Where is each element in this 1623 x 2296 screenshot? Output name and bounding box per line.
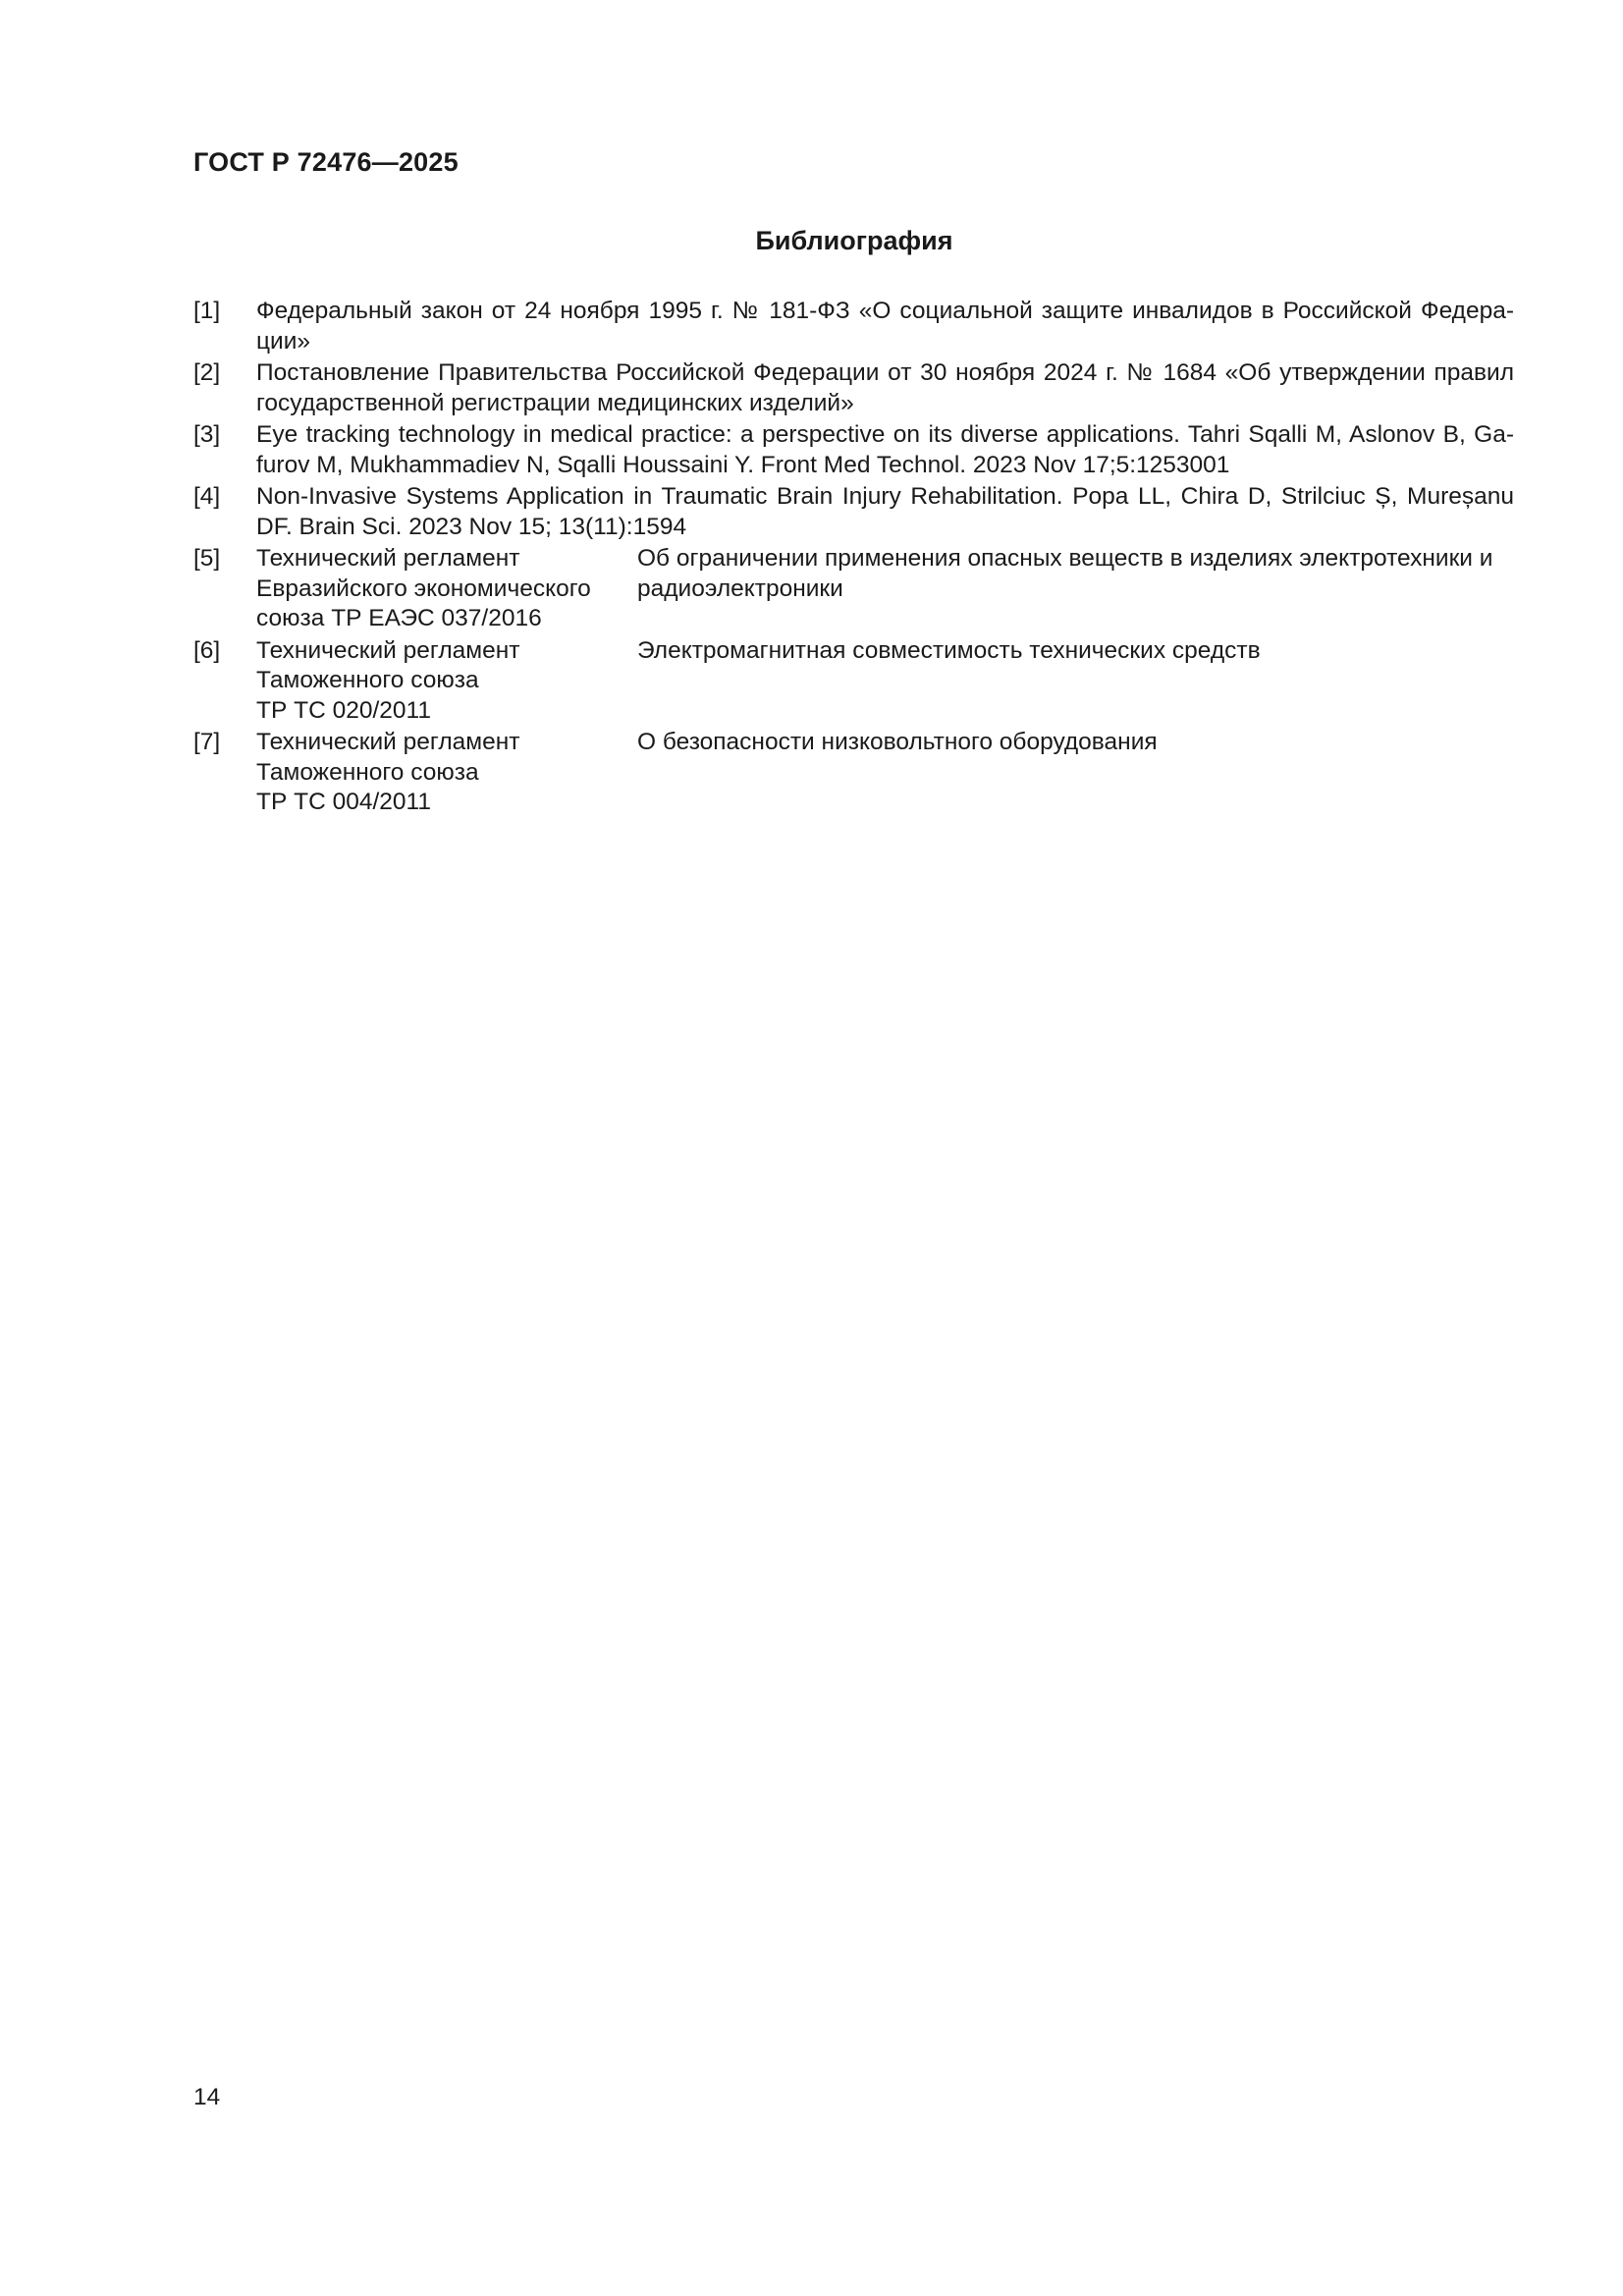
entry-line: ции»	[256, 327, 311, 355]
entry-line: furov M, Mukhammadiev N, Sqalli Houssaini Y. Front Med Technol. 2023 Nov 17;5:1253001	[256, 451, 1230, 478]
regulation-entry	[193, 636, 1514, 727]
entry-text	[256, 297, 1514, 356]
regulation-entry	[193, 728, 1514, 818]
regulation-title-line: Об ограничении применения опасных веществ в изделиях электротехники и	[637, 545, 1493, 572]
entry-line: Постановление Правительства Российской Федерации от 30 ноября 2024 г. № 1684 «Об утверждении правил	[256, 359, 1514, 386]
entry-number: [7]	[193, 729, 221, 755]
entry-number: [6]	[193, 636, 221, 664]
regulation-designation	[256, 544, 637, 634]
bibliography-list	[193, 297, 1514, 820]
regulation-title-line: радиоэлектроники	[637, 574, 843, 602]
regulation-designation	[256, 728, 637, 818]
regulation-designation-line: Технический регламент	[256, 545, 520, 572]
entry-number: [5]	[193, 545, 221, 572]
regulation-designation	[256, 636, 637, 727]
entry-number: [3]	[193, 421, 221, 448]
entry-text	[256, 482, 1514, 542]
regulation-title	[637, 728, 1514, 818]
entry-number: [2]	[193, 359, 221, 386]
regulation-designation-line: Евразийского экономического	[256, 574, 591, 602]
regulation-designation-line: Технический регламент	[256, 636, 520, 664]
entry-text	[256, 358, 1514, 418]
regulation-title	[637, 544, 1514, 634]
bibliography-entry	[193, 297, 1514, 356]
section-title: Библиография	[755, 226, 953, 255]
regulation-designation-line: Таможенного союза	[256, 758, 479, 786]
entry-line: государственной регистрации медицинских изделий»	[256, 389, 854, 416]
regulation-designation-line: ТР ТС 020/2011	[256, 696, 431, 724]
regulation-title	[637, 636, 1514, 727]
entry-number: [1]	[193, 298, 221, 324]
entry-line: Eye tracking technology in medical practice: a perspective on its diverse applications. Tahri Sqalli M, Aslonov B, Ga-	[256, 421, 1514, 448]
regulation-designation-line: союза ТР ЕАЭС 037/2016	[256, 605, 542, 631]
entry-line: DF. Brain Sci. 2023 Nov 15; 13(11):1594	[256, 513, 687, 540]
page-number: 14	[193, 2084, 221, 2110]
bibliography-entry	[193, 420, 1514, 480]
regulation-title-line: Электромагнитная совместимость технических средств	[637, 636, 1261, 664]
bibliography-entry	[193, 358, 1514, 418]
entry-number: [4]	[193, 483, 221, 510]
regulation-designation-line: Технический регламент	[256, 729, 520, 755]
document-code: ГОСТ Р 72476—2025	[193, 147, 459, 177]
entry-text	[256, 420, 1514, 480]
regulation-designation-line: ТР ТС 004/2011	[256, 789, 431, 815]
regulation-title-line: О безопасности низковольтного оборудования	[637, 729, 1158, 755]
entry-line: Федеральный закон от 24 ноября 1995 г. № 181-ФЗ «О социальной защите инвалидов в Российской Федера-	[256, 298, 1514, 324]
regulation-designation-line: Таможенного союза	[256, 667, 479, 693]
entry-line: Non-Invasive Systems Application in Traumatic Brain Injury Rehabilitation. Popa LL, Chira D, Strilciuc Ș, Mureșanu	[256, 483, 1514, 510]
bibliography-entry	[193, 482, 1514, 542]
regulation-entry	[193, 544, 1514, 634]
